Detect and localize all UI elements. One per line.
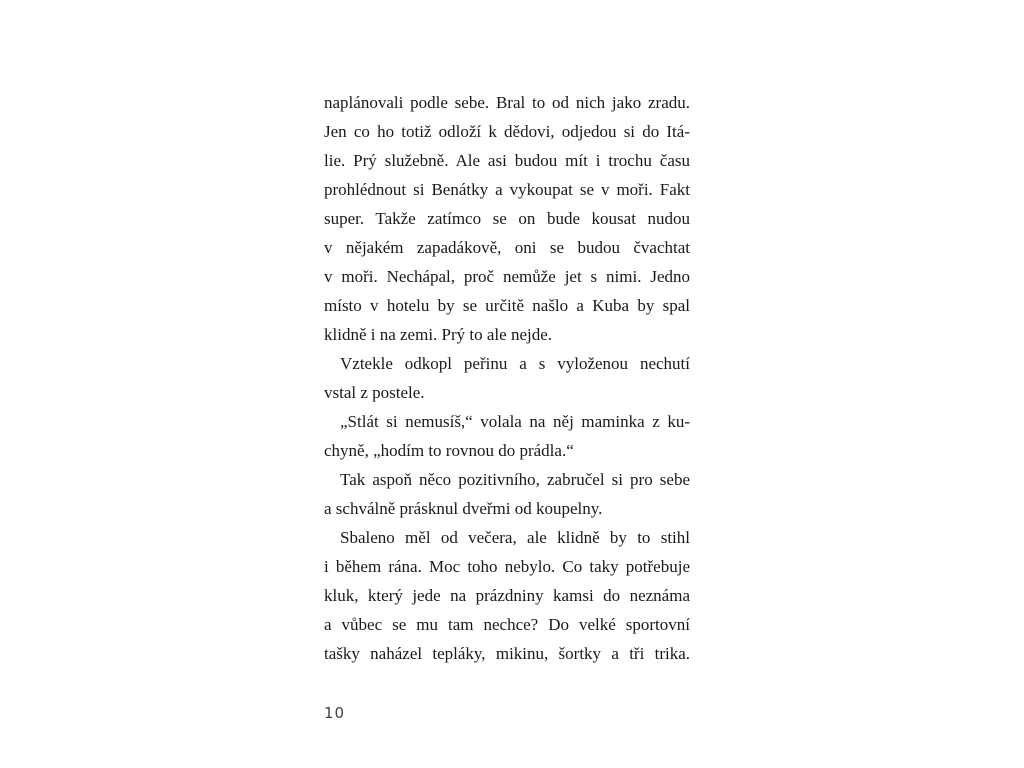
text-line: Jen co ho totiž odloží k dědovi, odjedou si do Itá- xyxy=(324,122,690,141)
page-number: 10 xyxy=(324,704,346,722)
text-line: vstal z postele. xyxy=(324,383,425,402)
text-line: super. Takže zatímco se on bude kousat nudou xyxy=(324,209,690,228)
text-line: „Stlát si nemusíš,“ volala na něj maminka z ku- xyxy=(340,412,690,431)
text-line: Vztekle odkopl peřinu a s vyloženou nechutí xyxy=(340,354,690,373)
text-line: naplánovali podle sebe. Bral to od nich jako zradu. xyxy=(324,93,690,112)
text-line: Tak aspoň něco pozitivního, zabručel si pro sebe xyxy=(340,470,690,489)
text-line: a schválně prásknul dveřmi od koupelny. xyxy=(324,499,603,518)
text-line: chyně, „hodím to rovnou do prádla.“ xyxy=(324,441,574,460)
text-line: prohlédnout si Benátky a vykoupat se v moři. Fakt xyxy=(324,180,690,199)
text-line: kluk, který jede na prázdniny kamsi do neznáma xyxy=(324,586,690,605)
text-line: tašky naházel tepláky, mikinu, šortky a tři trika. xyxy=(324,644,690,663)
text-line: místo v hotelu by se určitě našlo a Kuba by spal xyxy=(324,296,690,315)
text-line: v moři. Nechápal, proč nemůže jet s nimi. Jedno xyxy=(324,267,690,286)
body-text xyxy=(324,88,690,668)
text-line: a vůbec se mu tam nechce? Do velké sportovní xyxy=(324,615,690,634)
text-line: i během rána. Moc toho nebylo. Co taky potřebuje xyxy=(324,557,690,576)
text-line: lie. Prý služebně. Ale asi budou mít i trochu času xyxy=(324,151,690,170)
text-line: Sbaleno měl od večera, ale klidně by to stihl xyxy=(340,528,690,547)
text-line: klidně i na zemi. Prý to ale nejde. xyxy=(324,325,553,344)
text-line: v nějakém zapadákově, oni se budou čvachtat xyxy=(324,238,690,257)
